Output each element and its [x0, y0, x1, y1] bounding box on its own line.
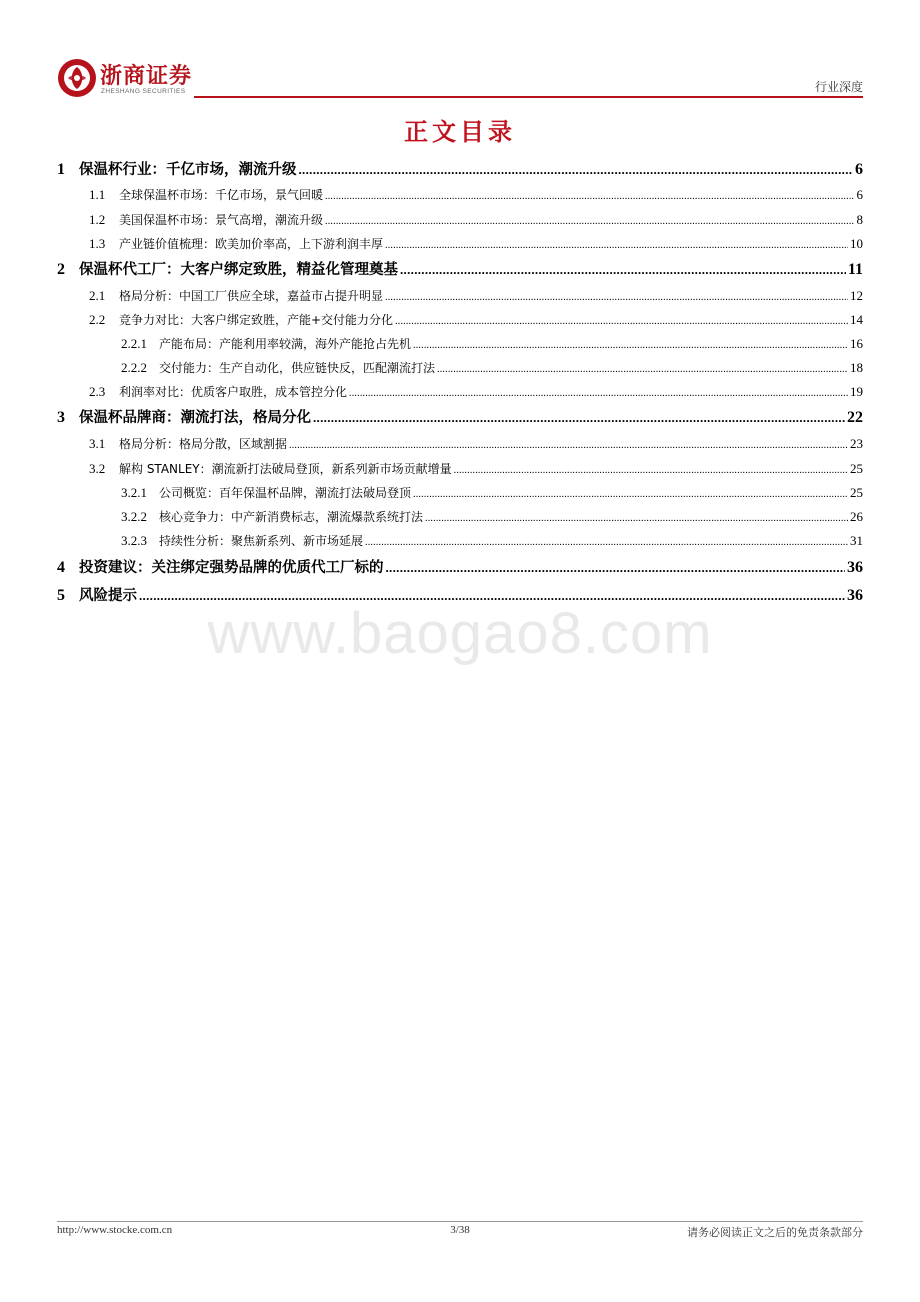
- toc-entry-title: 产能布局：产能利用率较满，海外产能抢占先机: [159, 337, 412, 351]
- toc-entry-title: 保温杯代工厂：大客户绑定致胜，精益化管理奠基: [79, 262, 398, 278]
- toc-entry[interactable]: [121, 484, 863, 501]
- toc-entry-title: 持续性分析：聚焦新系列、新市场延展: [159, 534, 364, 548]
- toc-entry[interactable]: [89, 383, 863, 400]
- toc-entry-title: 风险提示: [79, 588, 137, 604]
- toc-leader-dots: [385, 292, 848, 303]
- toc-leader-dots: [365, 537, 848, 548]
- toc-entry-page: 19: [850, 384, 863, 399]
- footer-disclaimer: 请务必阅读正文之后的免责条款部分: [687, 1226, 863, 1239]
- footer-url-link[interactable]: http://www.stocke.com.cn: [57, 1224, 173, 1236]
- toc-entry-title: 格局分析：格局分散，区域割据: [119, 437, 288, 451]
- toc-leader-dots: [385, 240, 848, 251]
- toc-entry[interactable]: [121, 508, 863, 525]
- toc-entry-title: 利润率对比：优质客户取胜，成本管控分化: [119, 385, 348, 399]
- toc-entry-page: 25: [850, 485, 863, 500]
- toc-entry-title: 公司概览：百年保温杯品牌，潮流打法破局登顶: [159, 486, 412, 500]
- toc-entry-page: 23: [850, 436, 863, 451]
- brand-name-cn: 浙商证券: [100, 64, 193, 89]
- toc-entry-page: 18: [850, 360, 863, 375]
- toc-entry[interactable]: [89, 211, 863, 228]
- toc-entry-number: 3.2.1: [121, 485, 147, 500]
- toc-entry-page: 36: [847, 587, 863, 604]
- toc-entry-page: 6: [856, 187, 863, 202]
- toc-entry-page: 10: [850, 236, 863, 251]
- toc-entry-page: 26: [850, 509, 863, 524]
- toc-entry-page: 14: [850, 312, 863, 327]
- toc-entry-page: 6: [855, 161, 863, 178]
- toc-entry-number: 1.1: [89, 187, 106, 202]
- toc-entry-page: 36: [847, 559, 863, 576]
- toc-entry-page: 31: [850, 533, 863, 548]
- toc-entry-page: 22: [847, 409, 863, 426]
- watermark: www.baogao8.com: [207, 601, 713, 666]
- header-divider: [194, 96, 863, 98]
- toc-entry-page: 12: [850, 288, 863, 303]
- toc-leader-dots: [313, 410, 845, 426]
- toc-title: 正文目录: [404, 118, 516, 146]
- toc-leader-dots: [413, 489, 848, 500]
- toc-entry-number: 3.2: [89, 461, 106, 476]
- zheshang-logo-icon: [57, 58, 97, 98]
- footer-page-number: 3/38: [450, 1224, 470, 1236]
- toc-entry-title: 投资建议：关注绑定强势品牌的优质代工厂标的: [79, 560, 384, 576]
- toc-leader-dots: [386, 560, 846, 576]
- toc-entry-title: 产业链价值梳理：欧美加价率高，上下游利润丰厚: [119, 237, 384, 251]
- toc-entry-title: 交付能力：生产自动化，供应链快反，匹配潮流打法: [159, 361, 436, 375]
- toc-entry-number: 2: [57, 261, 65, 278]
- toc-leader-dots: [325, 216, 854, 227]
- toc-entry[interactable]: [121, 532, 863, 549]
- toc-leader-dots: [349, 388, 848, 399]
- toc-entry[interactable]: [89, 311, 863, 328]
- footer-divider: [57, 1221, 863, 1222]
- toc-entry-number: 3.2.3: [121, 533, 147, 548]
- toc-leader-dots: [413, 340, 848, 351]
- toc-entry-number: 1.3: [89, 236, 106, 251]
- toc-entry-title: 竞争力对比：大客户绑定致胜，产能+交付能力分化: [119, 313, 394, 327]
- toc-entry[interactable]: [89, 287, 863, 304]
- toc-entry-page: 8: [856, 212, 863, 227]
- toc-entry-number: 5: [57, 587, 65, 604]
- toc-entry-number: 3.1: [89, 436, 106, 451]
- toc-leader-dots: [437, 364, 848, 375]
- toc-leader-dots: [325, 191, 854, 202]
- toc-entry-number: 3.2.2: [121, 509, 147, 524]
- toc-entry-number: 1.2: [89, 212, 106, 227]
- page-header: [57, 56, 863, 100]
- toc-entry-title: 格局分析：中国工厂供应全球，嘉益市占提升明显: [119, 289, 384, 303]
- toc-leader-dots: [299, 162, 854, 178]
- toc-entry-number: 2.1: [89, 288, 106, 303]
- toc-entry-number: 2.3: [89, 384, 106, 399]
- toc-entry[interactable]: [57, 406, 863, 427]
- toc-entry-number: 1: [57, 161, 65, 178]
- toc-leader-dots: [425, 513, 848, 524]
- toc-entry-title: 美国保温杯市场：景气高增，潮流升级: [119, 213, 324, 227]
- toc-entry-title: 核心竞争力：中产新消费标志，潮流爆款系统打法: [159, 510, 424, 524]
- toc-entry[interactable]: [89, 435, 863, 452]
- toc-entry-number: 3: [57, 409, 65, 426]
- toc-leader-dots: [289, 440, 848, 451]
- toc-entry-page: 16: [850, 336, 863, 351]
- toc-leader-dots: [395, 316, 848, 327]
- toc-entry-title: 保温杯品牌商：潮流打法，格局分化: [79, 410, 311, 426]
- brand-name-en: ZHESHANG SECURITIES: [101, 88, 186, 95]
- toc-entry[interactable]: [89, 186, 863, 203]
- toc-entry-number: 2.2.2: [121, 360, 147, 375]
- toc-entry-page: 25: [850, 461, 863, 476]
- toc-entry-number: 2.2: [89, 312, 106, 327]
- toc-entry[interactable]: [121, 335, 863, 352]
- toc-entry-title: 保温杯行业：千亿市场，潮流升级: [79, 162, 297, 178]
- toc-entry[interactable]: [89, 235, 863, 252]
- company-logo[interactable]: [57, 58, 217, 98]
- toc-entry-title: 解构 STANLEY：潮流新打法破局登顶，新系列新市场贡献增量: [119, 462, 452, 476]
- toc-entry-number: 2.2.1: [121, 336, 147, 351]
- toc-leader-dots: [400, 262, 846, 278]
- toc-entry-number: 4: [57, 559, 65, 576]
- toc-entry[interactable]: [57, 158, 863, 179]
- toc-leader-dots: [454, 465, 848, 476]
- toc-entry-page: 11: [847, 261, 863, 278]
- report-category: 行业深度: [814, 80, 863, 94]
- toc-entry[interactable]: [57, 556, 863, 577]
- toc-entry[interactable]: [57, 258, 863, 279]
- toc-entry-title: 全球保温杯市场：千亿市场，景气回暖: [119, 188, 324, 202]
- toc-entry[interactable]: [121, 359, 863, 376]
- toc-entry[interactable]: [89, 460, 863, 477]
